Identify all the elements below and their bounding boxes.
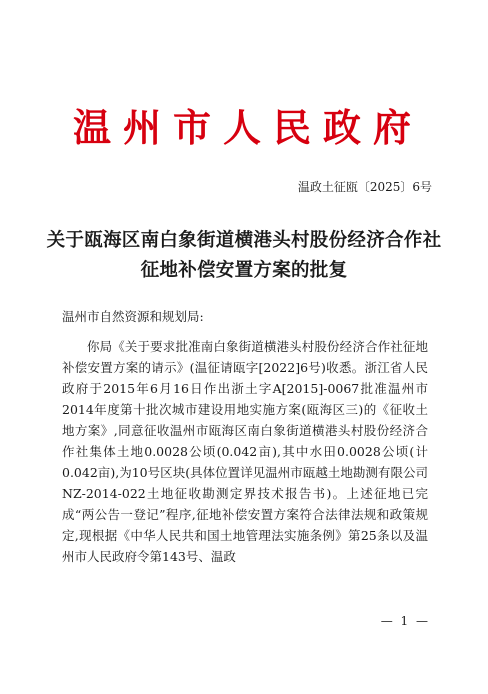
org-header: 温州市人民政府 bbox=[72, 105, 423, 150]
document-title: 关于瓯海区南白象街道横港头村股份经济合作社征地补偿安置方案的批复 bbox=[46, 230, 442, 281]
addressee: 温州市自然资源和规划局: bbox=[62, 309, 204, 324]
body-paragraph: 你局《关于要求批准南白象街道横港头村股份经济合作社征地补偿安置方案的请示》(温征请瓯字[2022]6号)收悉。浙江省人民政府于2015年6月16日作出浙土字A[2015]-0067批准温州市2014年度第十批次城市建设用地实施方案(瓯海区三)的《征收土地方案》,同意征收温州市瓯海区南白象街道横港头村股份经济合作社集体土地0.0028公顷(0.042亩),其中水田0.0028公顷(计0.042亩),为10号区块(具体位置详见温州市瓯越土地勘测有限公司NZ-2014-022土地征收勘测定界技术报告书)。上述征地已完成“两公告一登记”程序,征地补偿安置方案符合法律法规和政策规定,现根据《中华人民共和国土地管理法实施条例》第25条以及温州市人民政府令第143号、温政 bbox=[62, 339, 428, 564]
document-number: 温政土征瓯〔2025〕6号 bbox=[297, 180, 432, 194]
page-number: — 1 — bbox=[380, 614, 430, 628]
